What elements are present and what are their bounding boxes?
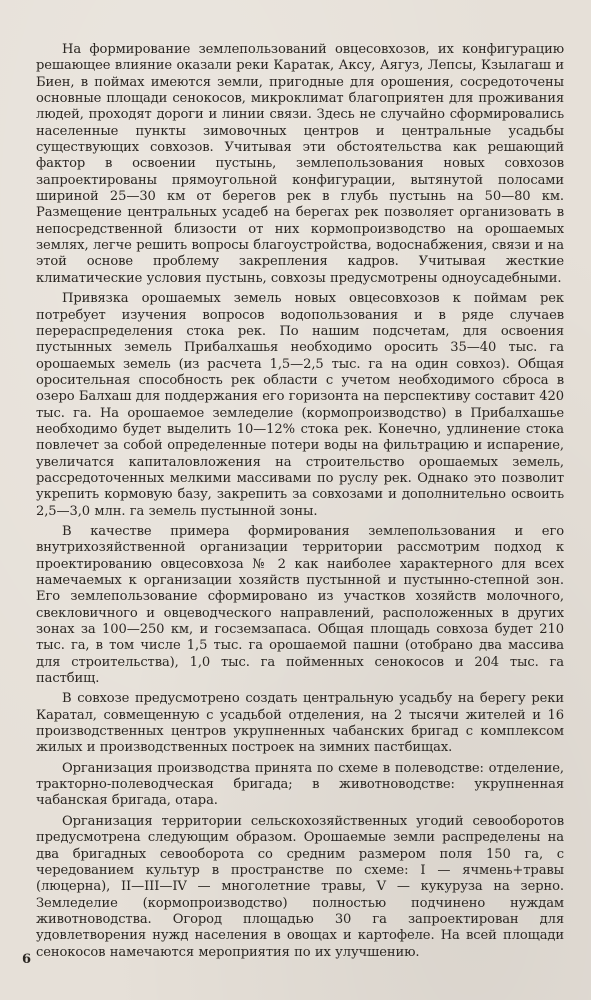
paragraph-irrigated-lands: Привязка орошаемых земель новых овцесовхозов к поймам рек потребует изучения вопросов водопользования и в ряде случаев перераспределения стока рек. По нашим подсчетам, для освоения пустынных земель Прибалхашья необходимо оросить 35—40 тыс. га орошаемых земель (из расчета 1,5—2,5 тыс. га на один совхоз). Общая оросительная способность рек области с учетом необходимого сброса в озеро Балхаш для поддержания его горизонта на перспективу составит 420 тыс. га. На орошаемое земледелие (кормопроизводство) в Прибалхашье необходимо будет выделить 10—12% стока рек. Конечно, удлинение стока повлечет за собой определенные потери воды на фильтрацию и испарение, увеличатся капиталовложения на строительство орошаемых земель, рассредоточенных мелкими массивами по руслу рек. Однако это позволит укрепить кормовую базу, закрепить за совхозами и дополнительно освоить 2,5—3,0 млн. га земель пустынной зоны. <box>36 291 564 519</box>
page-number: 6 <box>22 952 32 967</box>
paragraph-crop-rotation: Организация территории сельскохозяйственных угодий севооборотов предусмотрена следующим образом. Орошаемые земли распределены на два бригадных севооборота со средним размером поля 150 га, с чередованием культур в пространстве по схеме: I — ячмень+травы (люцерна), II—III—IV — многолетние травы, V — кукуруза на зерно. Земледелие (кормопроизводство) полностью подчинено нуждам животноводства. Огород площадью 30 га запроектирован для удовлетворения нужд населения в овощах и картофеле. На всей площади сенокосов намечаются мероприятия по их улучшению. <box>36 813 564 960</box>
paragraph-sovkhoz-example: В качестве примера формирования землепользования и его внутрихозяйственной организации территории рассмотрим подход к проектированию овцесовхоза № 2 как наиболее характерного для всех намечаемых к организации хозяйств пустынной и пустынно-степной зон. Его землепользование сформировано из участков хозяйств молочного, свекловичного и овцеводческого направлений, расположенных в других зонах за 100—250 км, и госземзапаса. Общая площадь совхоза будет 210 тыс. га, в том числе 1,5 тыс. га орошаемой пашни (отобрано два массива для строительства), 1,0 тыс. га пойменных сенокосов и 204 тыс. га пастбищ. <box>36 523 564 687</box>
body-text <box>36 42 564 965</box>
paragraph-land-use-formation: На формирование землепользований овцесовхозов, их конфигурацию решающее влияние оказали реки Каратак, Аксу, Аягуз, Лепсы, Кзылагаш и Биен, в поймах имеются земли, пригодные для орошения, сосредоточены основные площади сенокосов, микроклимат благоприятен для проживания людей, проходят дороги и линии связи. Здесь не случайно сформировались населенные пункты зимовочных центров и центральные усадьбы существующих совхозов. Учитывая эти обстоятельства как решающий фактор в освоении пустынь, землепользования новых совхозов запроектированы прямоугольной конфигурации, вытянутой полосами шириной 25—30 км от берегов рек в глубь пустынь на 50—80 км. Размещение центральных усадеб на берегах рек позволяет организовать в непосредственной близости от них кормопроизводство на орошаемых землях, легче решить вопросы благоустройства, водоснабжения, связи и на этой основе проблему закрепления кадров. Учитывая жесткие климатические условия пустынь, совхозы предусмотрены одноусадебными. <box>36 42 564 286</box>
paragraph-central-estate: В совхозе предусмотрено создать центральную усадьбу на берегу реки Каратал, совмещенную с усадьбой отделения, на 2 тысячи жителей и 16 производственных центров укрупненных чабанских бригад с комплексом жилых и производственных построек на зимних пастбищах. <box>36 691 564 756</box>
paragraph-production-organization: Организация производства принята по схеме в полеводстве: отделение, тракторно-полеводческая бригада; в животноводстве: укрупненная чабанская бригада, отара. <box>36 760 564 809</box>
